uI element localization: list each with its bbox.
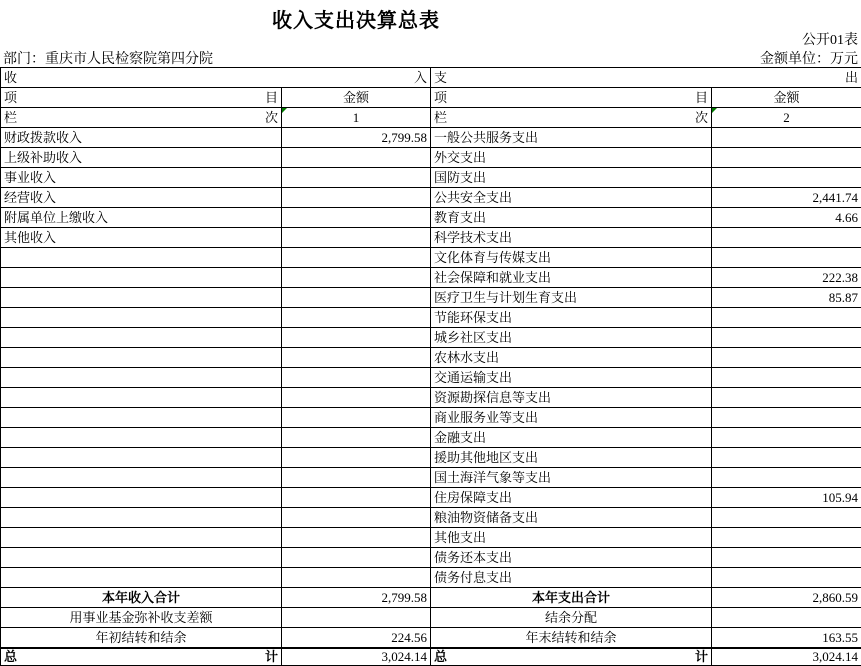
- expense-amount-cell: [712, 548, 861, 568]
- expense-total-label: [431, 648, 712, 666]
- department-label: 部门：重庆市人民检察院第四分院: [3, 52, 213, 67]
- table-row: [1, 268, 861, 288]
- income-amount-cell: [282, 228, 431, 248]
- income-subtotal-amount: 2,799.58: [282, 588, 431, 608]
- expense-subtotal-amount: 2,860.59: [712, 588, 861, 608]
- table-row: [1, 168, 861, 188]
- income-amount-cell: [282, 528, 431, 548]
- expense-item-cell: 外交支出: [431, 148, 712, 168]
- expense-item-cell: 债务付息支出: [431, 568, 712, 588]
- subtotal-row: [1, 588, 861, 608]
- expense-adjustment-label: 结余分配: [431, 608, 712, 628]
- grand-total-row: [1, 648, 861, 666]
- income-item-cell: [1, 288, 282, 308]
- income-amount-cell: [282, 468, 431, 488]
- income-amount-cell: [282, 308, 431, 328]
- form-code-label: 公开01表: [802, 33, 858, 48]
- table-row: [1, 528, 861, 548]
- expense-amount-cell: [712, 148, 861, 168]
- income-item-cell: [1, 528, 282, 548]
- income-section-first: 收: [4, 70, 18, 85]
- expense-total-amount: 3,024.14: [712, 648, 861, 666]
- section-header-row: [1, 68, 861, 88]
- expense-amount-cell: [712, 448, 861, 468]
- expense-item-cell: 文化体育与传媒支出: [431, 248, 712, 268]
- expense-item-cell: 节能环保支出: [431, 308, 712, 328]
- income-amount-cell: [282, 548, 431, 568]
- expense-amount-header: 金额: [712, 88, 861, 108]
- income-item-cell: 财政拨款收入: [1, 128, 282, 148]
- expense-amount-cell: [712, 568, 861, 588]
- expense-item-cell: 商业服务业等支出: [431, 408, 712, 428]
- expense-amount-cell: [712, 168, 861, 188]
- expense-item-cell: 援助其他地区支出: [431, 448, 712, 468]
- expense-item-cell: 农林水支出: [431, 348, 712, 368]
- income-amount-cell: [282, 488, 431, 508]
- income-item-cell: [1, 388, 282, 408]
- rank-header-last: 次: [694, 110, 708, 125]
- expense-amount-cell: [712, 528, 861, 548]
- income-item-cell: [1, 368, 282, 388]
- expense-carryover-label: 年末结转和结余: [431, 628, 712, 649]
- rank-row: [1, 108, 861, 128]
- total-label-last: 计: [264, 649, 278, 664]
- income-item-cell: [1, 488, 282, 508]
- income-total-amount: 3,024.14: [282, 648, 431, 666]
- table-row: [1, 188, 861, 208]
- expense-item-cell: 医疗卫生与计划生育支出: [431, 288, 712, 308]
- total-label-first: 总: [434, 649, 448, 664]
- income-item-cell: [1, 428, 282, 448]
- column-header-row: [1, 88, 861, 108]
- table-row: [1, 408, 861, 428]
- income-amount-cell: [282, 168, 431, 188]
- expense-section-last: 出: [844, 70, 858, 85]
- expense-amount-cell: [712, 428, 861, 448]
- income-subtotal-label: 本年收入合计: [1, 588, 282, 608]
- table-row: [1, 148, 861, 168]
- expense-amount-cell: 105.94: [712, 488, 861, 508]
- table-row: [1, 568, 861, 588]
- expense-amount-cell: [712, 128, 861, 148]
- expense-adjustment-amount: [712, 608, 861, 628]
- income-amount-cell: [282, 348, 431, 368]
- expense-amount-cell: [712, 328, 861, 348]
- expense-section-header: [431, 68, 861, 88]
- unit-label: 金额单位：万元: [760, 52, 858, 67]
- expense-item-cell: 国土海洋气象等支出: [431, 468, 712, 488]
- income-item-cell: [1, 468, 282, 488]
- income-amount-cell: [282, 288, 431, 308]
- income-item-cell: [1, 548, 282, 568]
- income-rank-header: [1, 108, 282, 128]
- income-section-last: 入: [413, 70, 427, 85]
- expense-carryover-amount: 163.55: [712, 628, 861, 649]
- meta-row: [3, 48, 858, 68]
- income-amount-cell: [282, 428, 431, 448]
- expense-amount-cell: [712, 348, 861, 368]
- table-row: [1, 288, 861, 308]
- expense-amount-cell: [712, 228, 861, 248]
- table-row: [1, 508, 861, 528]
- expense-amount-cell: 85.87: [712, 288, 861, 308]
- item-header-first: 项: [4, 90, 18, 105]
- income-amount-cell: [282, 388, 431, 408]
- income-item-cell: 事业收入: [1, 168, 282, 188]
- income-item-cell: 经营收入: [1, 188, 282, 208]
- income-item-cell: [1, 348, 282, 368]
- number-as-text-flag-icon: [282, 108, 287, 113]
- accounts-table: [0, 67, 861, 666]
- expense-item-cell: 住房保障支出: [431, 488, 712, 508]
- expense-item-cell: 城乡社区支出: [431, 328, 712, 348]
- income-item-cell: [1, 268, 282, 288]
- table-row: [1, 468, 861, 488]
- expense-item-cell: 教育支出: [431, 208, 712, 228]
- table-header-rows: [1, 68, 861, 128]
- carryover-row: [1, 628, 861, 649]
- expense-item-header: [431, 88, 712, 108]
- income-amount-cell: [282, 448, 431, 468]
- expense-amount-cell: [712, 248, 861, 268]
- income-total-label: [1, 648, 282, 666]
- expense-amount-cell: [712, 368, 861, 388]
- expense-amount-cell: 2,441.74: [712, 188, 861, 208]
- table-row: [1, 548, 861, 568]
- income-amount-cell: 2,799.58: [282, 128, 431, 148]
- income-item-cell: 上级补助收入: [1, 148, 282, 168]
- expense-amount-cell: [712, 508, 861, 528]
- table-row: [1, 228, 861, 248]
- table-row: [1, 428, 861, 448]
- income-adjustment-amount: [282, 608, 431, 628]
- number-as-text-flag-icon: [712, 108, 717, 113]
- income-amount-cell: [282, 408, 431, 428]
- table-row: [1, 128, 861, 148]
- table-row: [1, 448, 861, 468]
- income-amount-cell: [282, 508, 431, 528]
- expense-item-cell: 科学技术支出: [431, 228, 712, 248]
- income-item-cell: [1, 248, 282, 268]
- item-header-last: 目: [694, 90, 708, 105]
- expense-rank-header: [431, 108, 712, 128]
- expense-rank-value: 2: [783, 110, 790, 125]
- table-row: [1, 208, 861, 228]
- page-title: 收入支出决算总表: [272, 10, 440, 32]
- expense-section-first: 支: [434, 70, 448, 85]
- income-item-cell: [1, 448, 282, 468]
- income-amount-cell: [282, 208, 431, 228]
- expense-amount-cell: 222.38: [712, 268, 861, 288]
- expense-item-cell: 其他支出: [431, 528, 712, 548]
- table-body: [1, 128, 861, 588]
- expense-rank-cell: [712, 108, 861, 128]
- table-row: [1, 348, 861, 368]
- table-row: [1, 488, 861, 508]
- table-row: [1, 308, 861, 328]
- income-item-cell: [1, 408, 282, 428]
- expense-item-cell: 资源勘探信息等支出: [431, 388, 712, 408]
- income-amount-cell: [282, 568, 431, 588]
- income-rank-value: 1: [352, 110, 360, 125]
- income-amount-cell: [282, 368, 431, 388]
- expense-amount-cell: 4.66: [712, 208, 861, 228]
- total-label-first: 总: [4, 649, 18, 664]
- item-header-first: 项: [434, 90, 448, 105]
- income-rank-cell: [282, 108, 431, 128]
- income-item-cell: 附属单位上缴收入: [1, 208, 282, 228]
- income-carryover-label: 年初结转和结余: [1, 628, 282, 649]
- income-item-cell: [1, 308, 282, 328]
- income-item-cell: [1, 508, 282, 528]
- expense-amount-cell: [712, 408, 861, 428]
- expense-amount-cell: [712, 388, 861, 408]
- income-amount-header: 金额: [282, 88, 431, 108]
- income-amount-cell: [282, 328, 431, 348]
- expense-item-cell: 一般公共服务支出: [431, 128, 712, 148]
- rank-header-last: 次: [264, 110, 278, 125]
- expense-subtotal-label: 本年支出合计: [431, 588, 712, 608]
- table-row: [1, 368, 861, 388]
- table-summary-rows: [1, 588, 861, 666]
- income-amount-cell: [282, 148, 431, 168]
- rank-header-first: 栏: [434, 110, 448, 125]
- expense-item-cell: 债务还本支出: [431, 548, 712, 568]
- expense-item-cell: 交通运输支出: [431, 368, 712, 388]
- income-item-cell: [1, 328, 282, 348]
- table-row: [1, 248, 861, 268]
- expense-item-cell: 公共安全支出: [431, 188, 712, 208]
- income-amount-cell: [282, 248, 431, 268]
- income-amount-cell: [282, 188, 431, 208]
- rank-header-first: 栏: [4, 110, 18, 125]
- expense-item-cell: 国防支出: [431, 168, 712, 188]
- income-item-header: [1, 88, 282, 108]
- income-item-cell: 其他收入: [1, 228, 282, 248]
- expense-item-cell: 金融支出: [431, 428, 712, 448]
- income-adjustment-label: 用事业基金弥补收支差额: [1, 608, 282, 628]
- total-label-last: 计: [694, 649, 708, 664]
- income-carryover-amount: 224.56: [282, 628, 431, 649]
- item-header-last: 目: [264, 90, 278, 105]
- income-amount-cell: [282, 268, 431, 288]
- income-section-header: [1, 68, 431, 88]
- table-row: [1, 328, 861, 348]
- table-row: [1, 388, 861, 408]
- expense-amount-cell: [712, 468, 861, 488]
- income-item-cell: [1, 568, 282, 588]
- expense-item-cell: 粮油物资储备支出: [431, 508, 712, 528]
- expense-amount-cell: [712, 308, 861, 328]
- expense-item-cell: 社会保障和就业支出: [431, 268, 712, 288]
- adjustment-row: [1, 608, 861, 628]
